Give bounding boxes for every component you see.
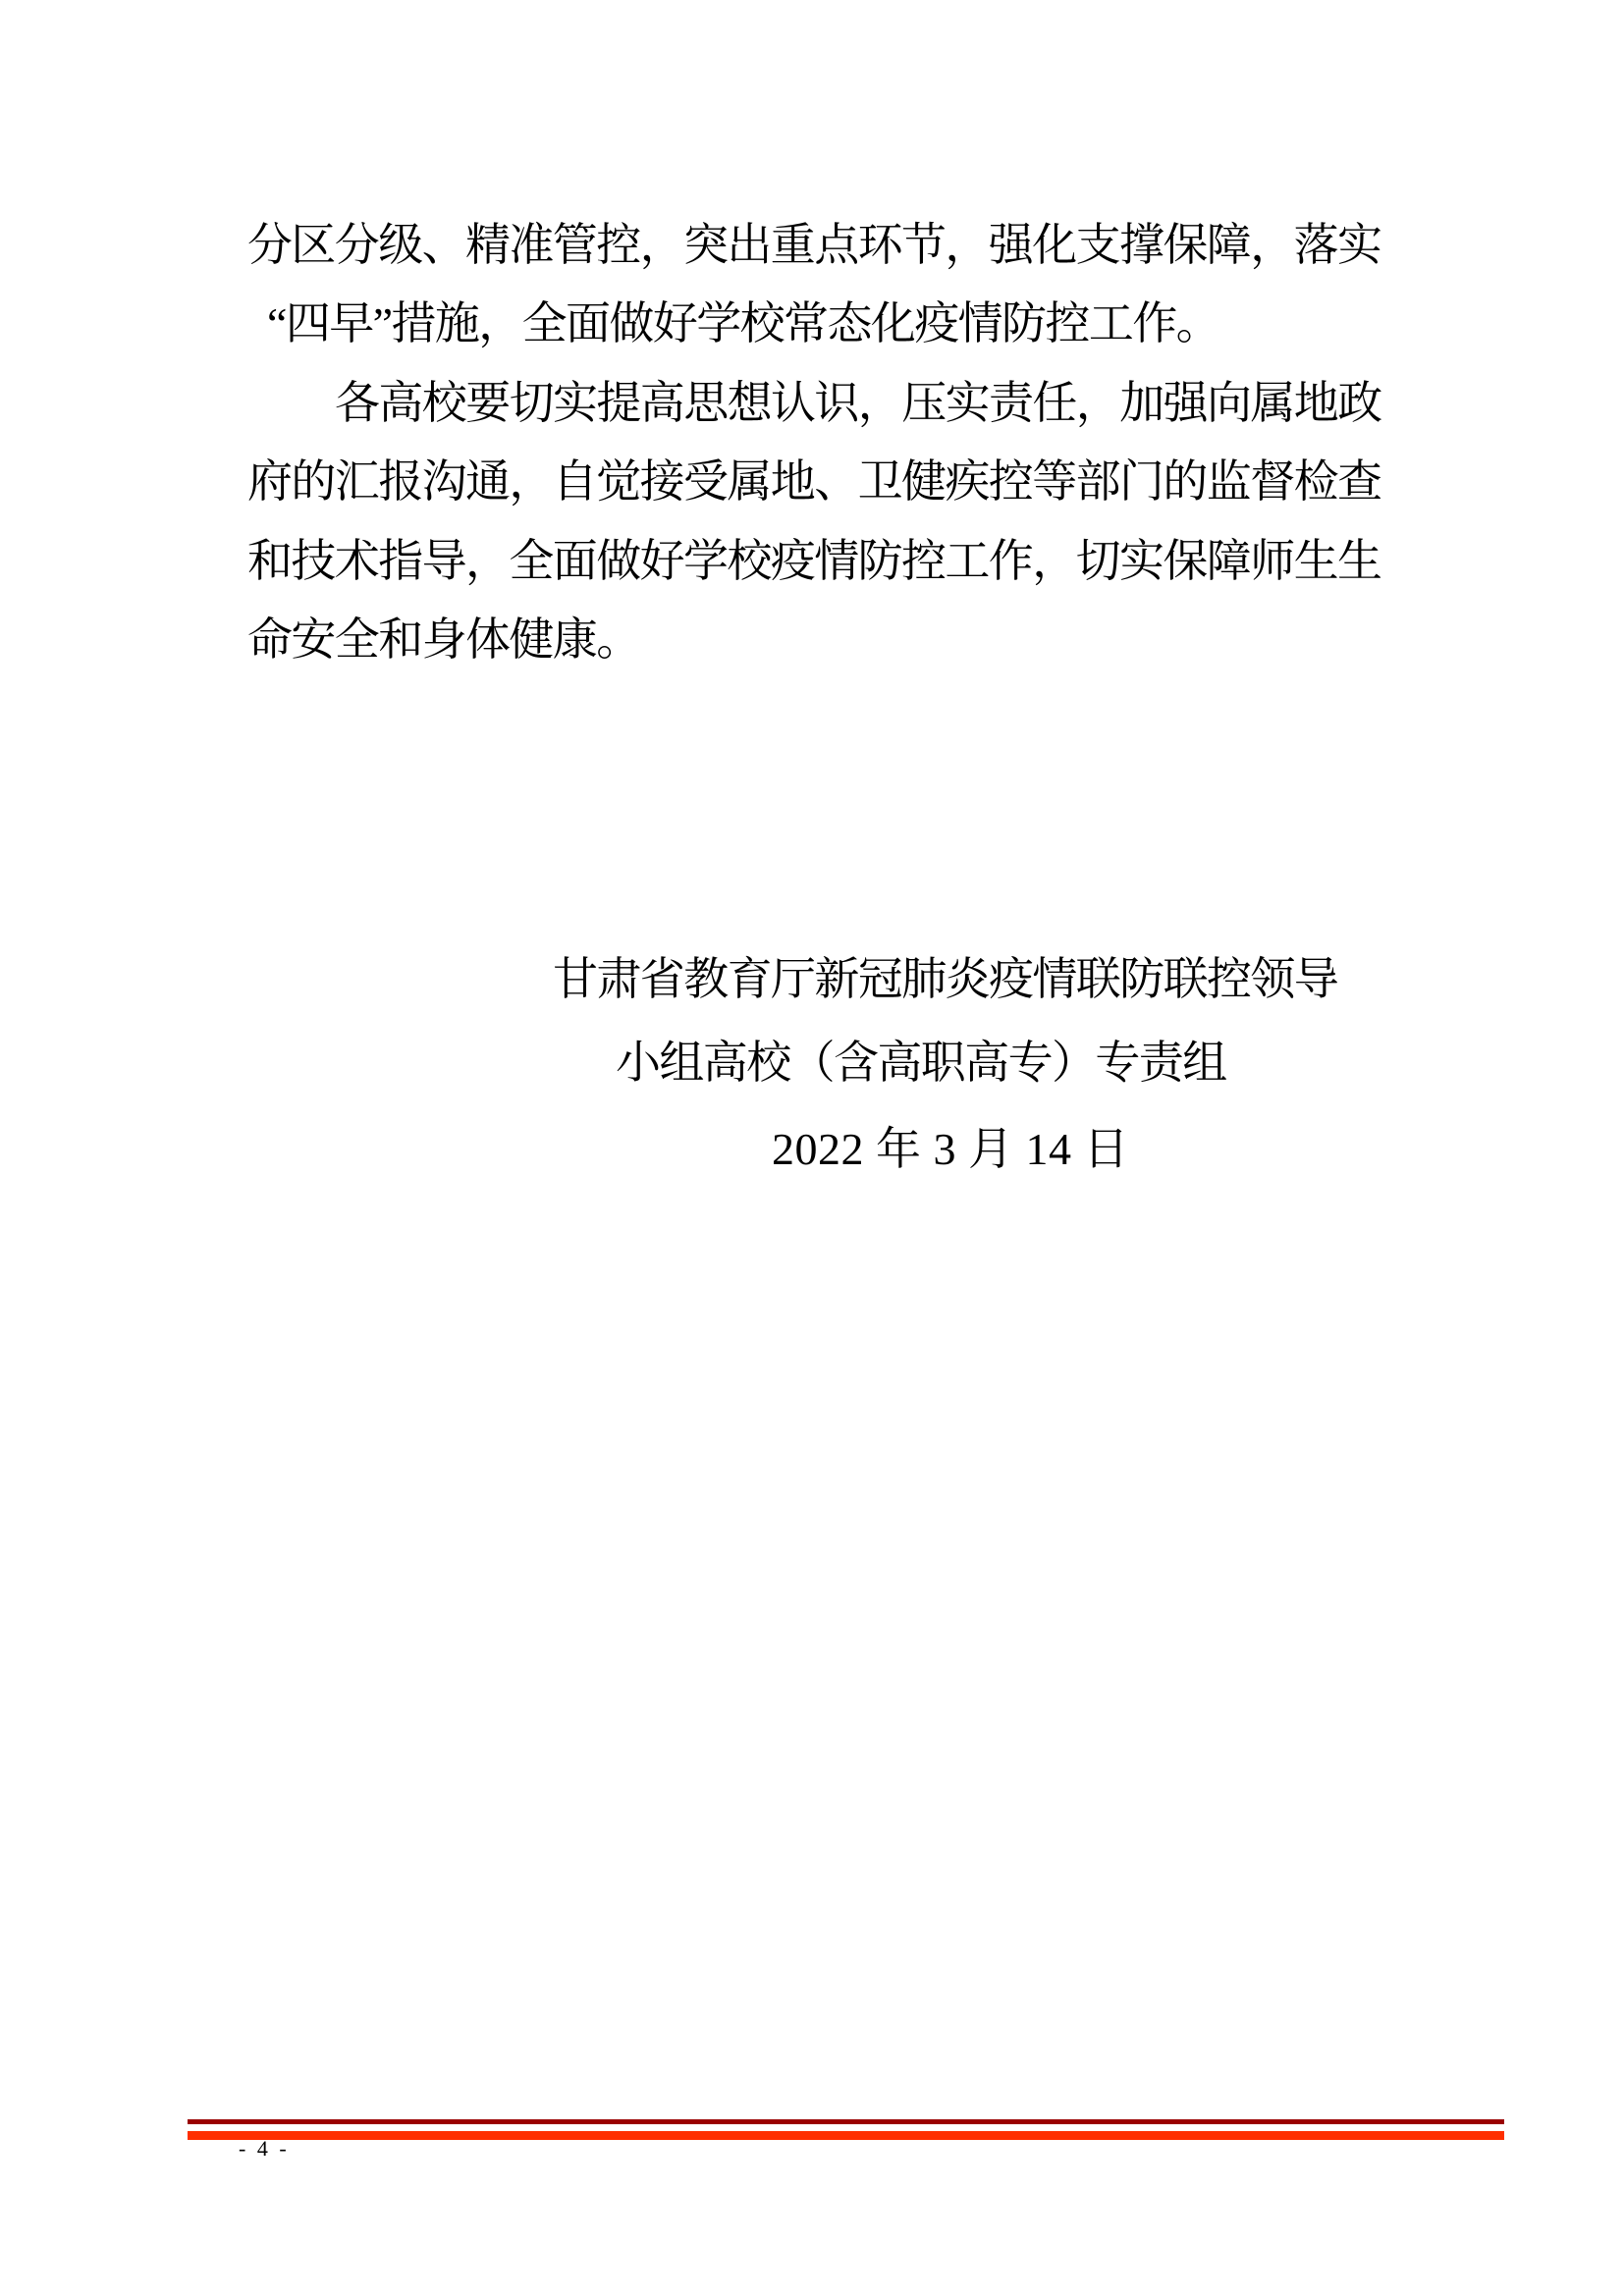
footer-rule-orange	[188, 2131, 1504, 2140]
body-line-3: 各高校要切实提高思想认识，压实责任，加强向属地政	[335, 377, 1381, 428]
signature-date: 2022 年 3 月 14 日	[772, 1124, 1129, 1174]
body-line-5: 和技术指导，全面做好学校疫情防控工作，切实保障师生生	[247, 535, 1381, 586]
signature-org-line-1: 甘肃省教育厅新冠肺炎疫情联防联控领导	[553, 954, 1338, 1004]
signature-org-line-2: 小组高校（含高职高专）专责组	[616, 1038, 1226, 1088]
body-line-4: 府的汇报沟通，自觉接受属地、卫健疾控等部门的监督检查	[247, 456, 1381, 507]
body-line-6: 命安全和身体健康。	[247, 614, 640, 666]
body-line-1: 分区分级、精准管控，突出重点环节，强化支撑保障，落实	[247, 220, 1381, 270]
footer-rule-dark-red	[188, 2119, 1504, 2124]
body-paragraphs	[247, 206, 1386, 679]
body-line-2: “四早”措施，全面做好学校常态化疫情防控工作。	[267, 298, 1220, 349]
page-number: - 4 -	[239, 2136, 290, 2161]
